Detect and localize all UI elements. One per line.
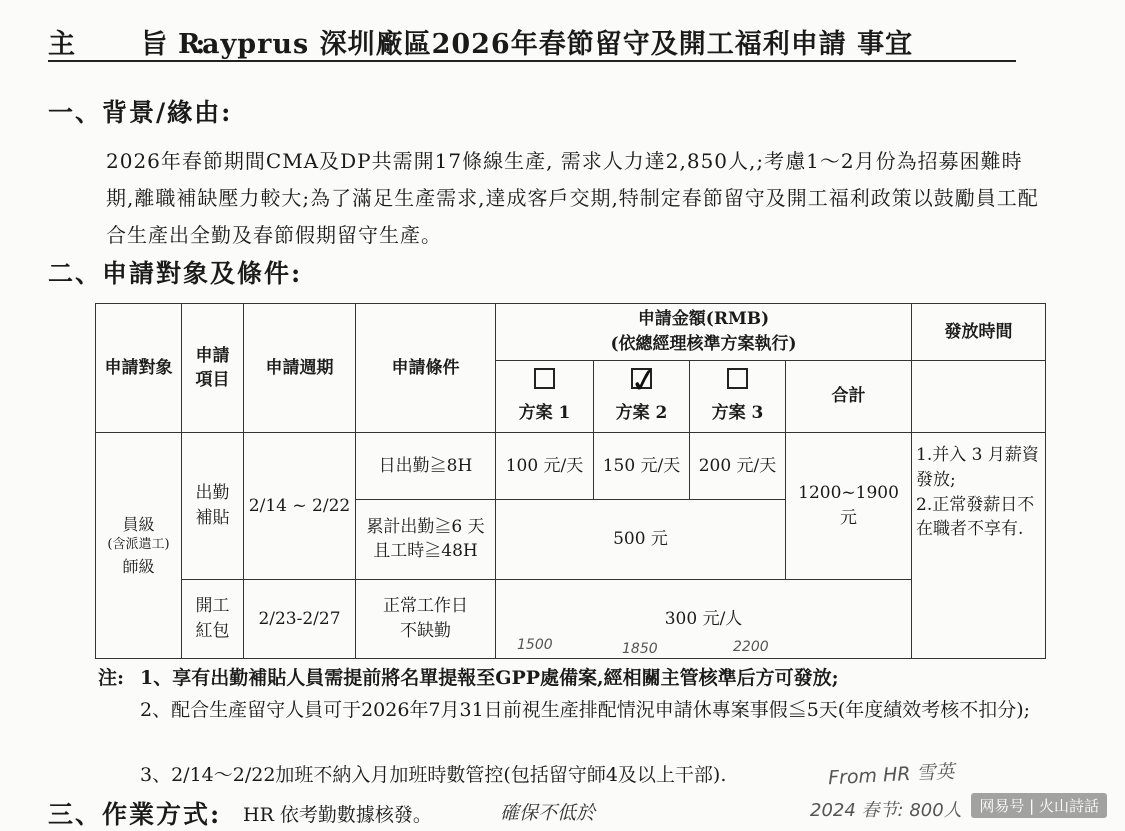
attendance-period: 2/14 ~ 2/22	[244, 433, 356, 579]
subject-underline	[48, 60, 1016, 62]
checkmark-icon: ✓	[627, 359, 662, 403]
kickoff-condition-text: 正常工作日不缺勤	[383, 596, 468, 641]
attendance-total: 1200~1900 元	[786, 433, 912, 579]
note-3: 3、2/14～2/22加班不納入月加班時數管控(包括留守師4及以上干部).	[140, 764, 727, 786]
section-background-body: 2026年春節期間CMA及DP共需開17條線生產, 需求人力達2,850人,;考慮1～2月份為招募困難時期,離職補缺壓力較大;為了滿足生產需求,達成客戶交期,特制定春節留守及開工福利政策以鼓勵員工配合生產出全勤及春節假期留守生產。	[106, 149, 1039, 247]
header-item	[182, 304, 244, 433]
kickoff-item	[182, 579, 244, 658]
plan2-amount: 150 元/天	[594, 433, 690, 499]
plan3-header	[690, 361, 786, 433]
header-amount	[496, 304, 912, 361]
payout-line1: 1.并入 3 月薪資發放;	[916, 445, 1039, 490]
handwriting-year: 2024 春节: 800人	[810, 800, 962, 821]
target-line1: 員級	[122, 515, 155, 535]
target-line3: 師級	[122, 557, 155, 577]
kickoff-condition	[356, 579, 496, 658]
cumulative-amount: 500 元	[496, 499, 786, 579]
attendance-item	[182, 433, 244, 579]
attendance-item-text: 出勤補貼	[195, 483, 230, 529]
header-period: 申請週期	[244, 304, 356, 433]
handwritten-total-2: 1850	[622, 641, 658, 657]
handwriting-from: From HR 雪英	[827, 760, 956, 790]
header-condition: 申請條件	[356, 304, 496, 433]
section-operation-body: HR 依考勤數據核發。	[243, 804, 432, 826]
header-amount-title: 申請金額(RMB)	[637, 309, 770, 330]
section-background-heading: 一、背景/緣由:	[48, 98, 233, 127]
application-table	[95, 303, 1046, 659]
handwritten-total-3: 2200	[733, 639, 769, 655]
note-2: 2、配合生產留守人員可于2026年7月31日前視生產排配情況申請休專案事假≦5天(年度績效考核不扣分);	[140, 699, 1031, 721]
plan3-label: 方案 3	[711, 402, 764, 423]
header-amount-note: (依總經理核準方案執行)	[610, 334, 797, 355]
target-line2: (含派遣工)	[107, 537, 170, 553]
header-item-text: 申請項目	[195, 345, 230, 391]
handwritten-total-1: 1500	[517, 637, 553, 653]
notes-label: 注:	[98, 667, 125, 689]
subject-line	[48, 22, 913, 61]
plan2-header	[594, 361, 690, 433]
daily-condition: 日出勤≧8H	[356, 433, 496, 499]
target-cell	[96, 433, 182, 659]
kickoff-period: 2/23-2/27	[244, 579, 356, 658]
subject-label: 主 旨:	[48, 29, 234, 60]
kickoff-amount: 300 元/人	[496, 579, 912, 658]
payout-blank	[912, 361, 1046, 433]
cumulative-condition-text: 累計出勤≧6 天且工時≧48H	[366, 516, 485, 562]
plan1-label: 方案 1	[518, 402, 571, 423]
watermark: 网易号 | 火山詩話	[971, 793, 1107, 818]
handwriting-confirm: 確保不低於	[500, 802, 596, 824]
header-target: 申請對象	[96, 304, 182, 433]
payout-cell	[912, 433, 1046, 659]
plan1-amount: 100 元/天	[496, 433, 594, 499]
cumulative-condition	[356, 499, 496, 579]
plan1-checkbox[interactable]	[534, 368, 555, 389]
subject-text: Rayprus 深圳廠區2026年春節留守及開工福利申請 事宜	[178, 29, 914, 60]
kickoff-item-text: 開工紅包	[195, 596, 230, 641]
section-targets-heading: 二、申請對象及條件:	[48, 259, 303, 288]
plan3-checkbox[interactable]	[727, 368, 748, 389]
section-operation-heading: 三、作業方式:	[48, 800, 222, 829]
header-total: 合計	[786, 361, 912, 433]
plan1-header	[496, 361, 594, 433]
note-1: 1、享有出勤補貼人員需提前將名單提報至GPP處備案,經相關主管核準后方可發放;	[140, 667, 839, 689]
plan3-amount: 200 元/天	[690, 433, 786, 499]
header-payout: 發放時間	[912, 304, 1046, 361]
plan2-label: 方案 2	[615, 402, 668, 423]
payout-line2: 2.正常發薪日不在職者不享有.	[916, 494, 1035, 540]
